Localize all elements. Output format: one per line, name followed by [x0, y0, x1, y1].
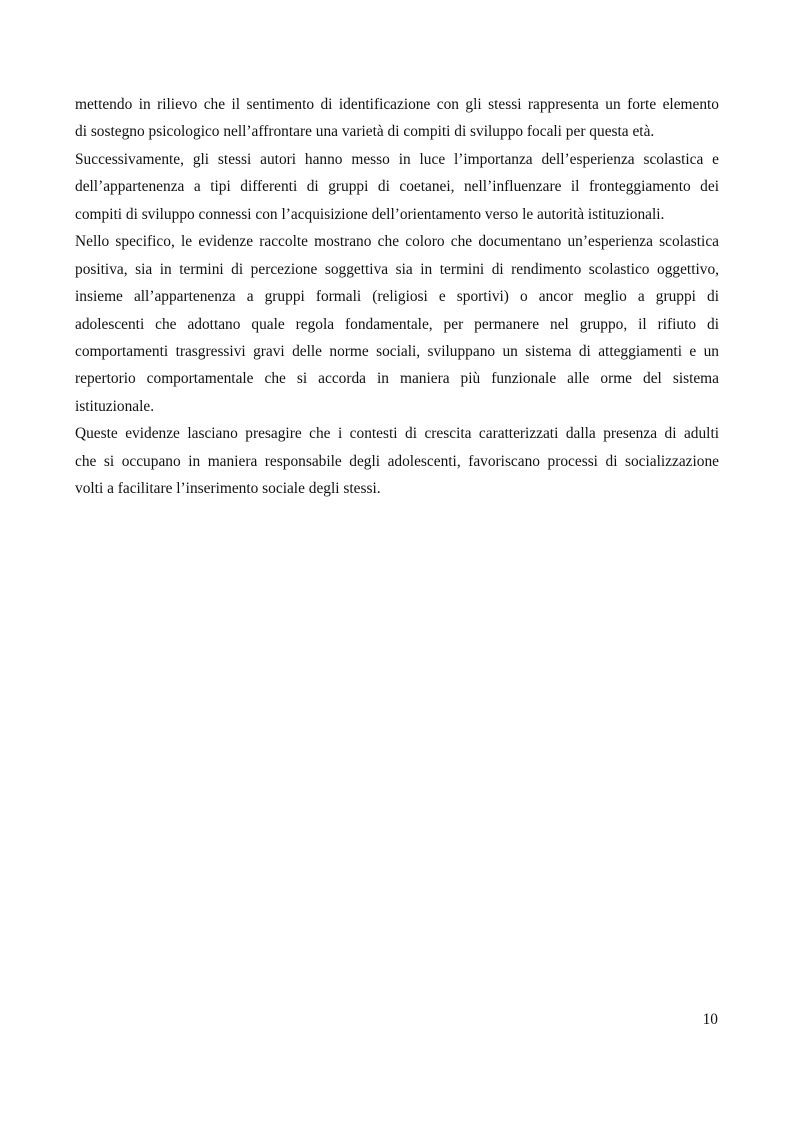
text-line-3: Successivamente, gli stessi autori hanno messo in luce l’importanza dell’esperienza scolastica e — [75, 150, 719, 168]
text-line-9: adolescenti che adottano quale regola fondamentale, per permanere nel gruppo, il rifiuto di — [75, 315, 719, 333]
text-line-13: Queste evidenze lasciano presagire che i contesti di crescita caratterizzati dalla presenza di adulti — [75, 425, 719, 443]
page-number: 10 — [702, 1011, 718, 1028]
text-line-15: volti a facilitare l’inserimento sociale degli stessi. — [75, 480, 381, 498]
text-line-1: mettendo in rilievo che il sentimento di identificazione con gli stessi rappresenta un forte elemento — [75, 96, 719, 113]
text-line-8: insieme all’appartenenza a gruppi formali (religiosi e sportivi) o ancor meglio a gruppi di — [75, 288, 719, 306]
text-line-10: comportamenti trasgressivi gravi delle norme sociali, sviluppano un sistema di atteggiamenti e un — [75, 342, 719, 360]
text-line-7: positiva, sia in termini di percezione soggettiva sia in termini di rendimento scolastico oggettivo, — [75, 260, 719, 278]
text-line-2: di sostegno psicologico nell’affrontare una varietà di compiti di sviluppo focali per questa età. — [75, 123, 655, 141]
body-text — [75, 93, 719, 505]
text-line-12: istituzionale. — [75, 397, 155, 415]
text-line-5: compiti di sviluppo connessi con l’acquisizione dell’orientamento verso le autorità istituzionali. — [75, 205, 665, 223]
text-line-14: che si occupano in maniera responsabile degli adolescenti, favoriscano processi di socializzazione — [75, 452, 719, 470]
text-line-4: dell’appartenenza a tipi differenti di gruppi di coetanei, nell’influenzare il fronteggiamento dei — [75, 178, 719, 196]
text-line-11: repertorio comportamentale che si accorda in maniera più funzionale alle orme del sistema — [75, 370, 719, 388]
text-line-6: Nello specifico, le evidenze raccolte mostrano che coloro che documentano un’esperienza scolastica — [75, 233, 719, 251]
